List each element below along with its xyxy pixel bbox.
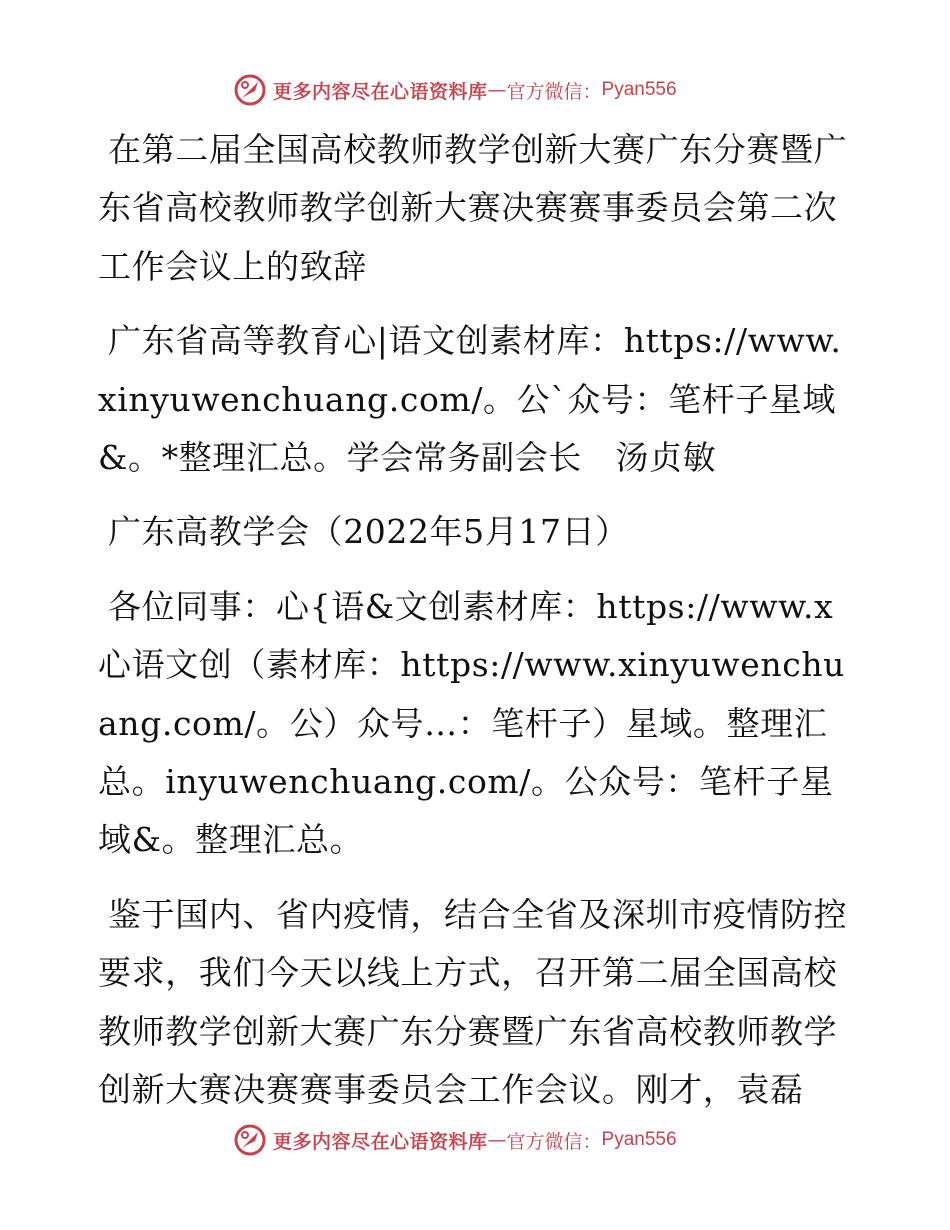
document-body <box>98 121 853 1120</box>
banner-text: 更多内容尽在心语资料库 <box>273 80 488 103</box>
footer-watermark-banner <box>233 1120 677 1160</box>
paragraph: 鉴于国内、省内疫情，结合全省及深圳市疫情防控要求，我们今天以线上方式，召开第二届全国高校教师教学创新大赛广东分赛暨广东省高校教师教学创新大赛决赛赛事委员会工作会议。刚才，袁磊 <box>98 894 848 1110</box>
banner-wechat-label: 官方微信： <box>506 80 602 103</box>
paragraph: 各位同事：心{语&文创素材库：https://www.x心语文创（素材库：https://www.xinyuwenchuang.com/。公）众号…：笔杆子）星域。整理汇总。inyuwenchuang.com/。公众号：笔杆子星域&。整理汇总。 <box>98 586 846 860</box>
document-title: 在第二届全国高校教师教学创新大赛广东分赛暨广东省高校教师教学创新大赛决赛赛事委员会第二次工作会议上的致辞 <box>98 130 848 286</box>
paragraph: 广东省高等教育心|语文创素材库：https://www.xinyuwenchuang.com/。公`众号：笔杆子星域&。*整理汇总。学会常务副会长 汤贞敏 <box>98 321 842 478</box>
header-watermark-banner <box>233 70 677 110</box>
banner-wechat-id: Pyan556 <box>601 1129 677 1150</box>
quill-logo-icon <box>233 1123 267 1157</box>
banner-separator: — <box>487 79 507 101</box>
banner-text: 更多内容尽在心语资料库 <box>273 1130 488 1153</box>
banner-separator: — <box>487 1129 507 1151</box>
quill-logo-icon <box>233 73 267 107</box>
banner-wechat-label: 官方微信： <box>506 1130 602 1153</box>
paragraph: 广东高教学会（2022年5月17日） <box>108 512 629 552</box>
banner-wechat-id: Pyan556 <box>601 79 677 100</box>
